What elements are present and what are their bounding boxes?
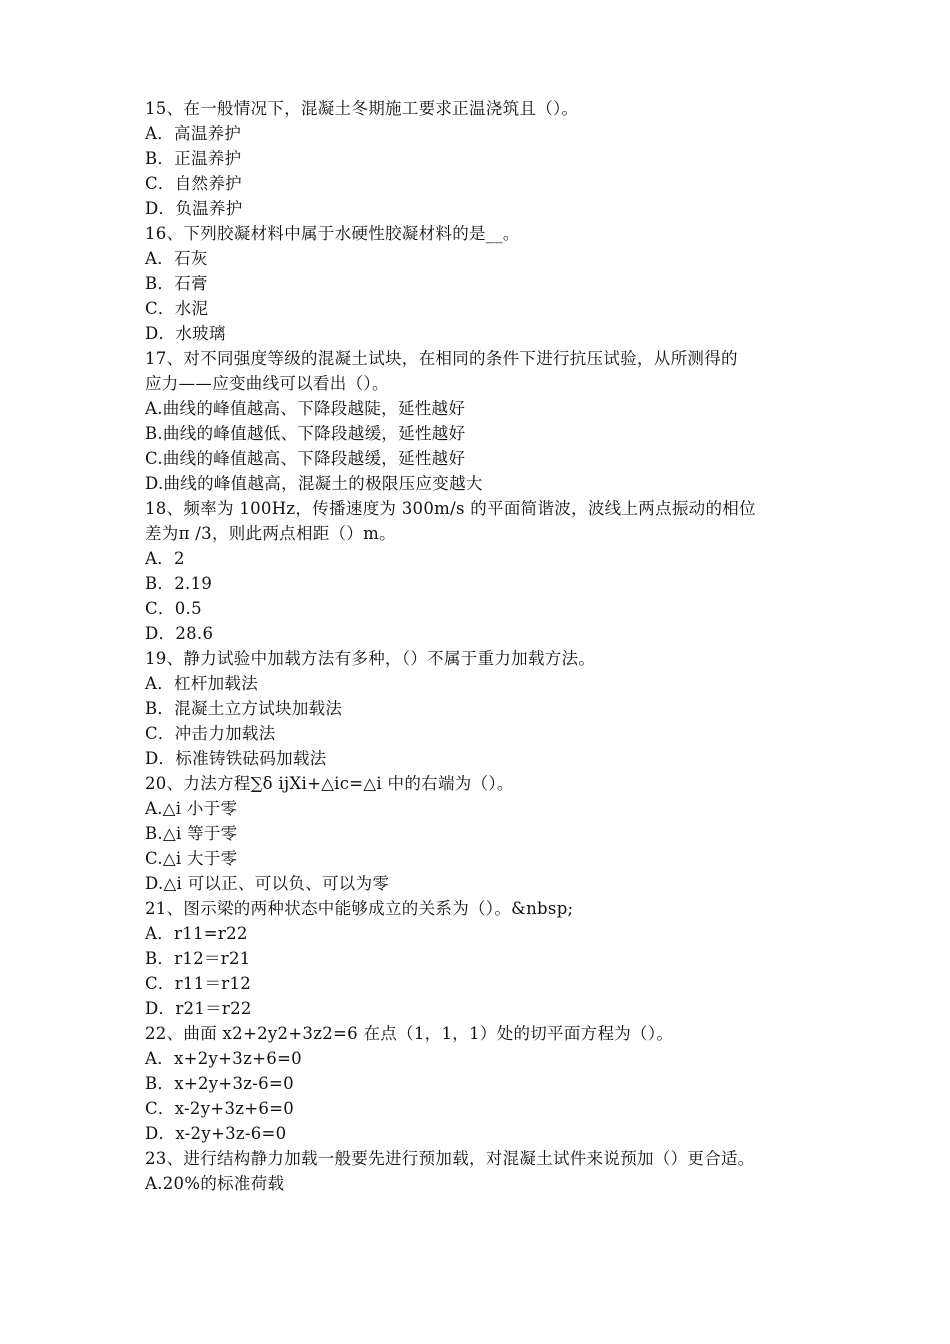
answer-option: D.曲线的峰值越高，混凝土的极限压应变越大	[145, 474, 483, 493]
answer-option: A.△i 小于零	[145, 799, 238, 818]
answer-option: C.△i 大于零	[145, 849, 238, 868]
question-text: 18、频率为 100Hz，传播速度为 300m/s 的平面简谐波，波线上两点振动的相位	[145, 499, 756, 518]
question-text: 16、下列胶凝材料中属于水硬性胶凝材料的是__。	[145, 224, 520, 243]
answer-option: C．0.5	[145, 599, 202, 618]
question-text: 21、图示梁的两种状态中能够成立的关系为（）。&nbsp;	[145, 899, 574, 918]
question-text: 应力——应变曲线可以看出（）。	[145, 374, 389, 393]
question-text: 20、力法方程∑δ ijXi+△ic=△i 中的右端为（）。	[145, 774, 514, 793]
answer-option: A．r11=r22	[145, 924, 248, 943]
question-block	[145, 496, 815, 646]
question-text: 23、进行结构静力加载一般要先进行预加载，对混凝土试件来说预加（）更合适。	[145, 1149, 755, 1168]
question-block	[145, 1146, 815, 1196]
answer-option: B.曲线的峰值越低、下降段越缓，延性越好	[145, 424, 466, 443]
question-text: 19、静力试验中加载方法有多种，（）不属于重力加载方法。	[145, 649, 596, 668]
question-text: 差为π /3，则此两点相距（）m。	[145, 524, 396, 543]
answer-option: A．杠杆加载法	[145, 674, 259, 693]
answer-option: D．标准铸铁砝码加载法	[145, 749, 327, 768]
answer-option: C．自然养护	[145, 174, 242, 193]
answer-option: D.△i 可以正、可以负、可以为零	[145, 874, 390, 893]
answer-option: B．2.19	[145, 574, 213, 593]
question-block	[145, 646, 815, 771]
answer-option: A．石灰	[145, 249, 208, 268]
question-block	[145, 221, 815, 346]
question-block	[145, 896, 815, 1021]
answer-option: A.曲线的峰值越高、下降段越陡，延性越好	[145, 399, 466, 418]
answer-option: D．水玻璃	[145, 324, 226, 343]
answer-option: A.20%的标准荷载	[145, 1174, 285, 1193]
question-text: 22、曲面 x2+2y2+3z2=6 在点（1，1，1）处的切平面方程为（）。	[145, 1024, 674, 1043]
answer-option: C．水泥	[145, 299, 209, 318]
answer-option: D．28.6	[145, 624, 214, 643]
question-text: 15、在一般情况下，混凝土冬期施工要求正温浇筑且（）。	[145, 99, 579, 118]
answer-option: A．2	[145, 549, 185, 568]
answer-option: D．r21＝r22	[145, 999, 252, 1018]
question-block	[145, 771, 815, 896]
answer-option: D．x-2y+3z-6=0	[145, 1124, 287, 1143]
question-block	[145, 96, 815, 221]
answer-option: B．r12＝r21	[145, 949, 251, 968]
answer-option: A．高温养护	[145, 124, 242, 143]
answer-option: B．x+2y+3z-6=0	[145, 1074, 294, 1093]
question-text: 17、对不同强度等级的混凝土试块，在相同的条件下进行抗压试验，从所测得的	[145, 349, 738, 368]
answer-option: B．石膏	[145, 274, 208, 293]
answer-option: C．x-2y+3z+6=0	[145, 1099, 295, 1118]
answer-option: B．混凝土立方试块加载法	[145, 699, 343, 718]
question-block	[145, 346, 815, 496]
answer-option: C．r11＝r12	[145, 974, 252, 993]
answer-option: B.△i 等于零	[145, 824, 238, 843]
answer-option: B．正温养护	[145, 149, 242, 168]
answer-option: C.曲线的峰值越高、下降段越缓，延性越好	[145, 449, 466, 468]
document-page	[145, 96, 815, 1196]
answer-option: C．冲击力加载法	[145, 724, 276, 743]
answer-option: A．x+2y+3z+6=0	[145, 1049, 302, 1068]
answer-option: D．负温养护	[145, 199, 243, 218]
question-block	[145, 1021, 815, 1146]
